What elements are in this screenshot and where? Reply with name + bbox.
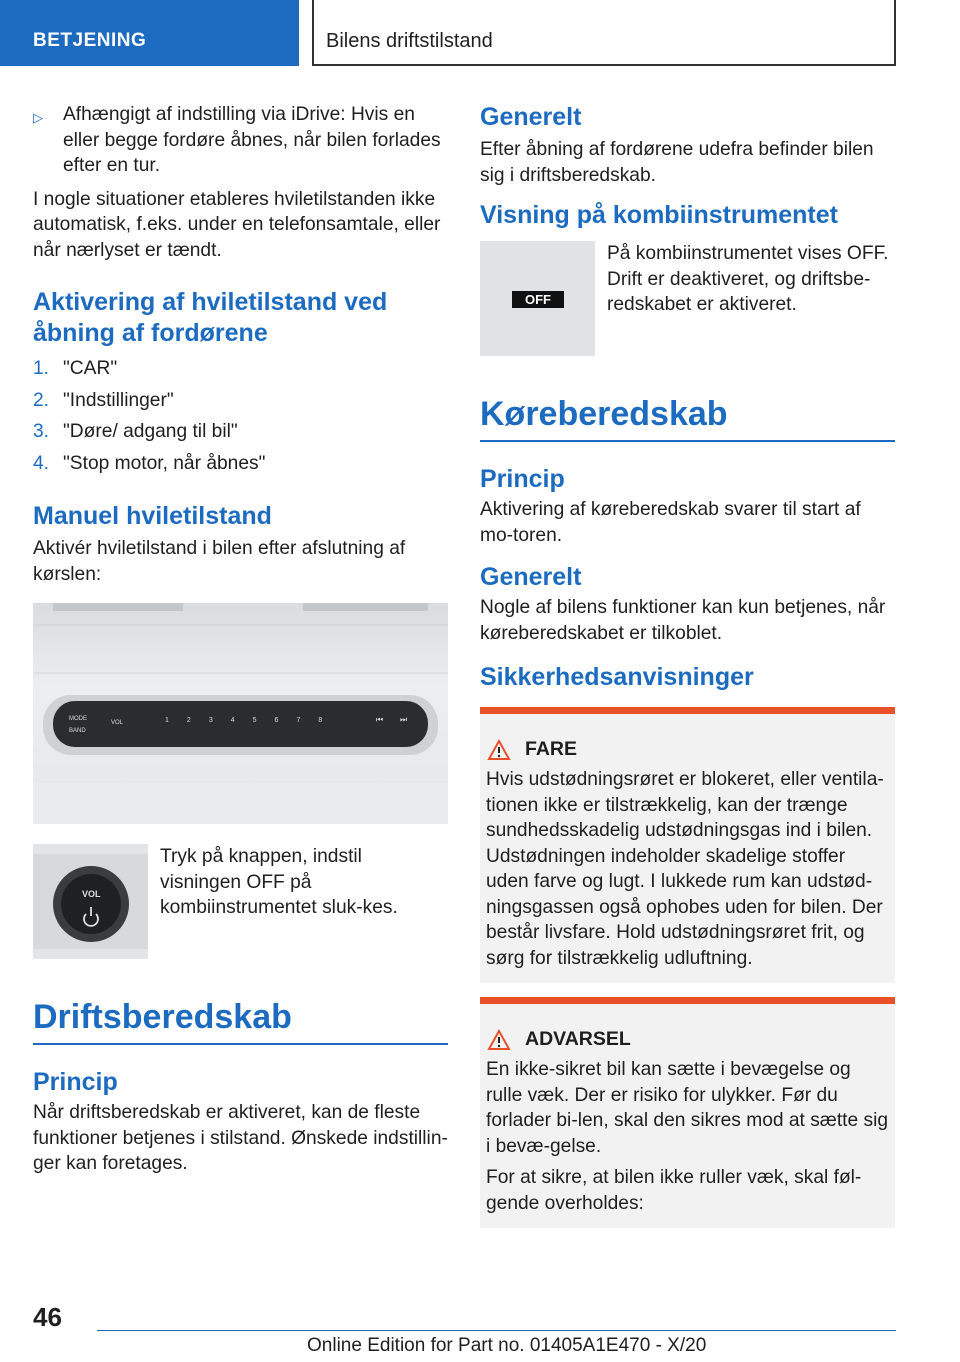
vol-knob-label: VOL	[82, 889, 101, 899]
heading-activation: Aktivering af hviletilstand ved åbning af fordørene	[33, 288, 388, 347]
radio-panel-illustration	[33, 603, 448, 824]
danger-title: FARE	[487, 738, 889, 761]
generelt2-paragraph: Nogle af bilens funktioner kan kun betjenes, når køreberedskabet er tilkoblet.	[480, 597, 886, 644]
warning-text-1: En ikke-sikret bil kan sætte i bevægelse og rulle væk. Der er risiko for ulykker. Før du forlader bi-len, skal den sikres mod at sætte sig i bevæ-gelse.	[486, 1059, 889, 1157]
list-item: 4. "Stop motor, når åbnes"	[33, 452, 266, 474]
warning-triangle-icon	[487, 739, 511, 761]
generelt-paragraph: Efter åbning af fordørene udefra befinder bilen sig i driftsberedskab.	[480, 139, 874, 186]
left-column	[33, 102, 448, 1177]
heading-generelt-2: Generelt	[480, 563, 582, 591]
knob-caption: Tryk på knappen, indstil visningen OFF på kombiinstrumentet sluk-kes.	[160, 846, 398, 918]
danger-box	[480, 707, 895, 983]
danger-text: Hvis udstødningsrøret er blokeret, eller ventila-tionen ikke er tilstrækkelig, kan der trænge sundhedsskadelig udstødningsgas ind i bilen. Udstødningen indeholder skadelige stoffer uden farve og lugt. I lukkede rum kan udstød-ningsgassen også ophobes uden for bilen. Der består livsfare. Hold udstødningsrøret frit, og sørg for tilstrækkelig udluftning.	[486, 769, 884, 969]
warning-triangle-icon	[487, 1029, 511, 1051]
band-button: BAND	[69, 728, 86, 734]
preset-buttons: 1 2 3 4 5 6 7 8	[165, 717, 323, 724]
edition-text: Online Edition for Part no. 01405A1E470 - X/20	[307, 1335, 707, 1356]
page-number: 46	[33, 1302, 62, 1332]
warning-box	[480, 997, 895, 1228]
vol-knob-illustration	[33, 844, 148, 959]
chapter-title: Bilens driftstilstand	[312, 0, 896, 66]
bullet-text: Afhængigt af indstilling via iDrive: Hvis en eller begge fordøre åbnes, når bilen forlades efter en tur.	[63, 104, 441, 176]
heading-koereberedskab: Køreberedskab	[480, 394, 895, 442]
list-item: 1. "CAR"	[33, 358, 118, 379]
heading-generelt: Generelt	[480, 103, 582, 131]
heading-princip: Princip	[33, 1068, 118, 1096]
intro-paragraph: I nogle situationer etableres hviletilstanden ikke automatisk, f.eks. under en telefonsamtale, eller når nærlyset er tændt.	[33, 188, 441, 261]
manual-paragraph: Aktivér hviletilstand i bilen efter afslutning af kørslen:	[33, 538, 406, 585]
warning-text-2: For at sikre, at bilen ikke ruller væk, skal føl-gende overholdes:	[486, 1167, 862, 1214]
vol-knob-photo	[33, 844, 148, 959]
princip-paragraph: Når driftsberedskab er aktiveret, kan de fleste funktioner betjenes i stilstand. Ønskede indstillin-ger kan foretages.	[33, 1102, 448, 1174]
section-title: BETJENING	[0, 0, 299, 66]
steps-list	[33, 353, 448, 479]
list-item: 3. "Døre/ adgang til bil"	[33, 421, 238, 442]
list-item: 2. "Indstillinger"	[33, 389, 174, 411]
triangle-bullet-icon: ▷	[33, 110, 43, 125]
page-header	[0, 0, 960, 66]
knob-figure-row	[33, 844, 448, 959]
visning-paragraph: På kombiinstrumentet vises OFF. Drift er deaktiveret, og driftsbe-redskabet er aktiveret.	[607, 243, 889, 315]
heading-driftsberedskab: Driftsberedskab	[33, 997, 448, 1045]
prev-track-icon: ⏮	[376, 715, 384, 724]
right-column	[480, 102, 895, 1228]
bullet-item	[33, 102, 448, 179]
warning-title: ADVARSEL	[487, 1028, 889, 1051]
vol-button: VOL	[111, 720, 124, 726]
off-indicator: OFF	[512, 291, 564, 308]
heading-manual: Manuel hviletilstand	[33, 502, 272, 530]
footer-divider	[97, 1330, 896, 1331]
princip2-paragraph: Aktivering af køreberedskab svarer til start af mo-toren.	[480, 499, 861, 546]
off-figure-row	[480, 241, 895, 356]
mode-button: MODE	[69, 716, 87, 722]
off-display-photo	[480, 241, 595, 356]
heading-sikkerhed: Sikkerhedsanvisninger	[480, 663, 754, 691]
radio-panel-photo	[33, 603, 448, 824]
heading-princip-2: Princip	[480, 465, 565, 493]
next-track-icon: ⏭	[400, 715, 408, 724]
heading-visning: Visning på kombiinstrumentet	[480, 201, 838, 229]
